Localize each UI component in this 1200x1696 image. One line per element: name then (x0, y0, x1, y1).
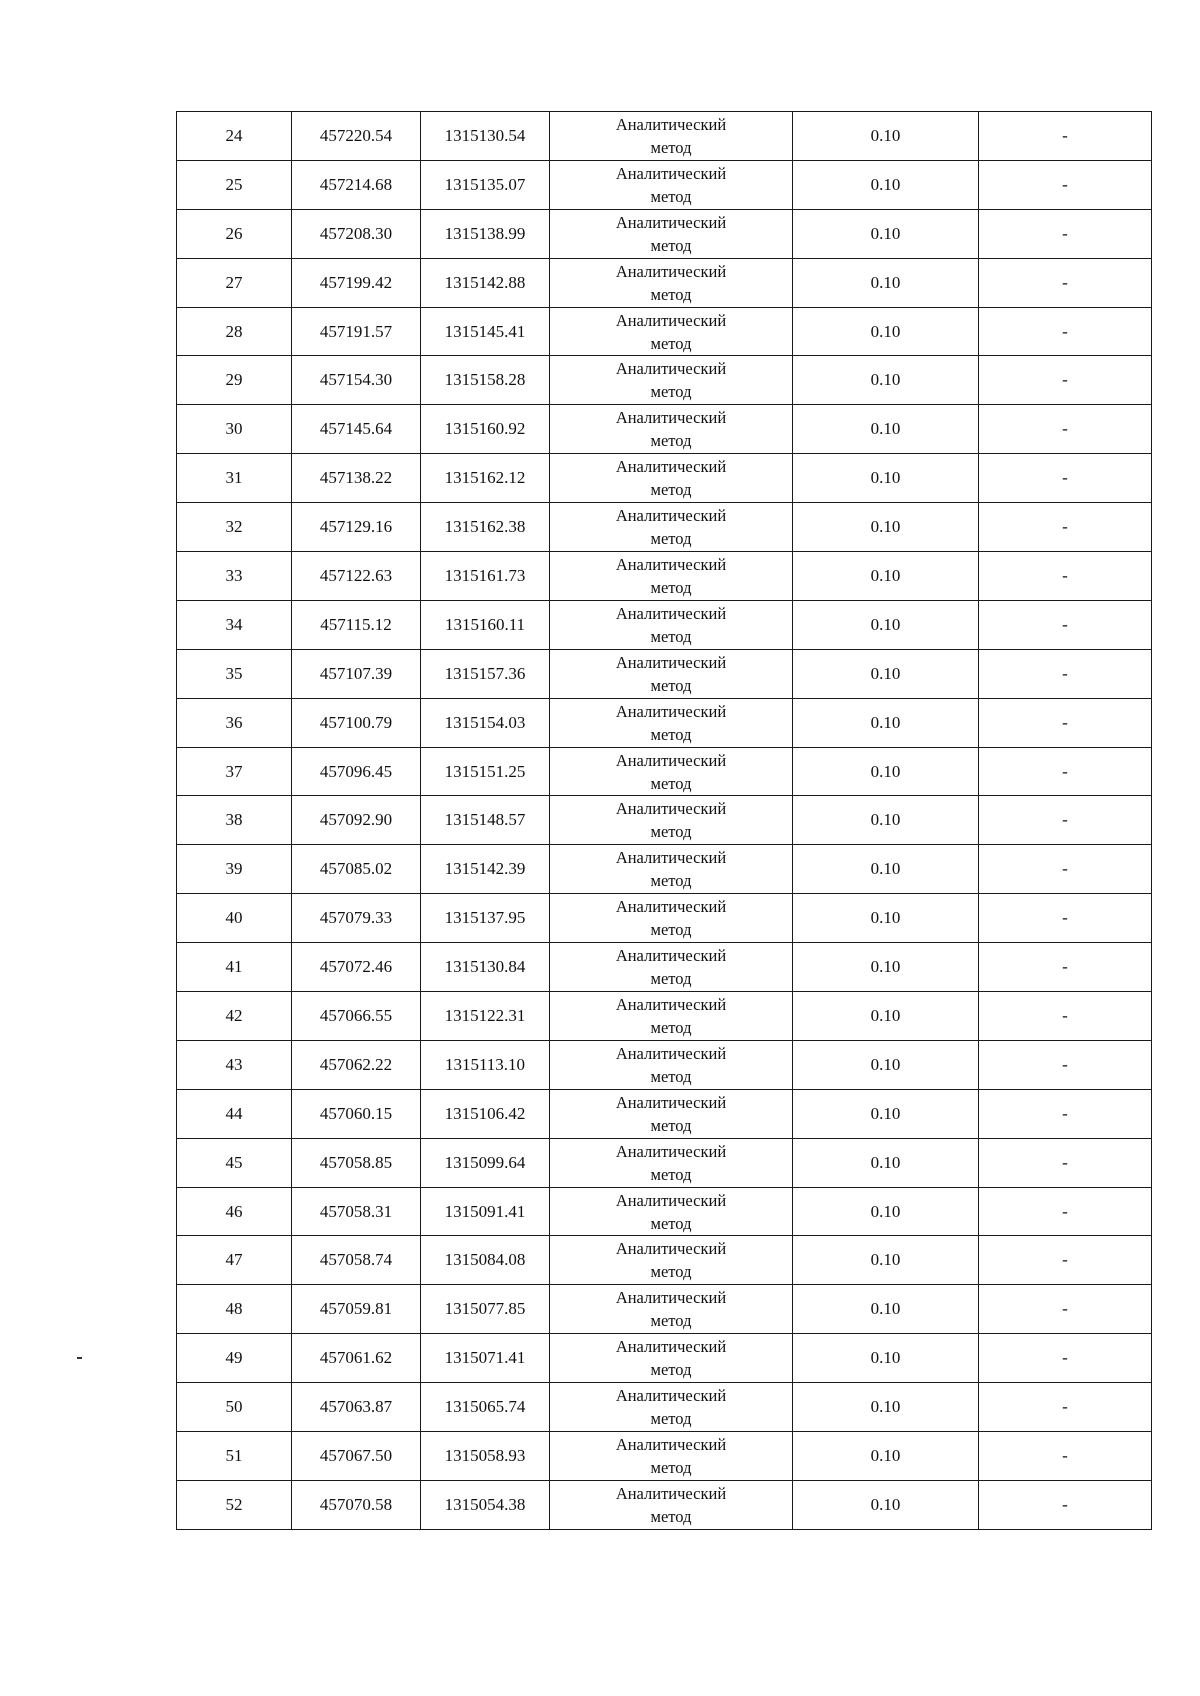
accuracy-cell: 0.10 (793, 552, 979, 601)
coord-x-cell: 457085.02 (292, 845, 421, 894)
note-cell: - (979, 796, 1152, 845)
note-cell: - (979, 894, 1152, 943)
coord-x-cell: 457191.57 (292, 307, 421, 356)
note-cell: - (979, 258, 1152, 307)
method-line-2: метод (650, 1115, 692, 1135)
coord-x-cell: 457138.22 (292, 454, 421, 503)
method-line-2: метод (650, 871, 692, 891)
method-line-2: метод (650, 1017, 692, 1037)
method-line-2: метод (650, 724, 692, 744)
note-cell: - (979, 454, 1152, 503)
table-row (177, 258, 1152, 307)
point-number-cell: 25 (177, 160, 292, 209)
accuracy-cell: 0.10 (793, 209, 979, 258)
coord-x-cell: 457096.45 (292, 747, 421, 796)
point-number-cell: 26 (177, 209, 292, 258)
coord-x-cell: 457092.90 (292, 796, 421, 845)
method-line-2: метод (650, 626, 692, 646)
point-number-cell: 32 (177, 503, 292, 552)
method-line-1: Аналитический (615, 1386, 727, 1406)
accuracy-cell: 0.10 (793, 1285, 979, 1334)
method-line-2: метод (650, 1409, 692, 1429)
method-cell (550, 1285, 793, 1334)
method-cell (550, 112, 793, 161)
coord-x-cell: 457145.64 (292, 405, 421, 454)
table-row (177, 454, 1152, 503)
table-row (177, 1285, 1152, 1334)
coord-x-cell: 457058.74 (292, 1236, 421, 1285)
method-line-2: метод (650, 822, 692, 842)
point-number-cell: 51 (177, 1432, 292, 1481)
accuracy-cell: 0.10 (793, 992, 979, 1041)
method-line-2: метод (650, 431, 692, 451)
point-number-cell: 29 (177, 356, 292, 405)
table-row (177, 1187, 1152, 1236)
note-cell: - (979, 1480, 1152, 1529)
method-line-1: Аналитический (615, 212, 727, 232)
accuracy-cell: 0.10 (793, 503, 979, 552)
point-number-cell: 30 (177, 405, 292, 454)
coord-y-cell: 1315161.73 (421, 552, 550, 601)
coord-y-cell: 1315058.93 (421, 1432, 550, 1481)
table-row (177, 1040, 1152, 1089)
table-row (177, 1480, 1152, 1529)
point-number-cell: 42 (177, 992, 292, 1041)
coord-x-cell: 457115.12 (292, 600, 421, 649)
method-line-1: Аналитический (615, 1043, 727, 1063)
point-number-cell: 34 (177, 600, 292, 649)
method-line-1: Аналитический (615, 408, 727, 428)
coord-y-cell: 1315138.99 (421, 209, 550, 258)
accuracy-cell: 0.10 (793, 600, 979, 649)
coord-x-cell: 457220.54 (292, 112, 421, 161)
method-line-2: метод (650, 382, 692, 402)
table-row (177, 698, 1152, 747)
table-row (177, 503, 1152, 552)
table-row (177, 1236, 1152, 1285)
note-cell: - (979, 698, 1152, 747)
method-line-1: Аналитический (615, 1141, 727, 1161)
table-row (177, 1089, 1152, 1138)
method-line-1: Аналитический (615, 1239, 727, 1259)
method-line-2: метод (650, 1262, 692, 1282)
note-cell: - (979, 845, 1152, 894)
coord-y-cell: 1315137.95 (421, 894, 550, 943)
accuracy-cell: 0.10 (793, 1187, 979, 1236)
coord-y-cell: 1315142.88 (421, 258, 550, 307)
note-cell: - (979, 1089, 1152, 1138)
method-line-1: Аналитический (615, 799, 727, 819)
note-cell: - (979, 112, 1152, 161)
coord-y-cell: 1315154.03 (421, 698, 550, 747)
coord-x-cell: 457067.50 (292, 1432, 421, 1481)
method-line-1: Аналитический (615, 310, 727, 330)
table-row (177, 112, 1152, 161)
method-line-2: метод (650, 529, 692, 549)
method-line-1: Аналитический (615, 1092, 727, 1112)
accuracy-cell: 0.10 (793, 307, 979, 356)
coord-y-cell: 1315122.31 (421, 992, 550, 1041)
note-cell: - (979, 356, 1152, 405)
method-line-2: метод (650, 1506, 692, 1526)
note-cell: - (979, 747, 1152, 796)
coord-x-cell: 457199.42 (292, 258, 421, 307)
table-row (177, 649, 1152, 698)
accuracy-cell: 0.10 (793, 1138, 979, 1187)
note-cell: - (979, 405, 1152, 454)
point-number-cell: 39 (177, 845, 292, 894)
coord-x-cell: 457058.85 (292, 1138, 421, 1187)
method-line-1: Аналитический (615, 750, 727, 770)
coord-y-cell: 1315158.28 (421, 356, 550, 405)
method-line-1: Аналитический (615, 554, 727, 574)
note-cell: - (979, 943, 1152, 992)
accuracy-cell: 0.10 (793, 1334, 979, 1383)
accuracy-cell: 0.10 (793, 649, 979, 698)
method-line-2: метод (650, 577, 692, 597)
accuracy-cell: 0.10 (793, 698, 979, 747)
method-line-2: метод (650, 969, 692, 989)
method-line-1: Аналитический (615, 1483, 727, 1503)
accuracy-cell: 0.10 (793, 747, 979, 796)
method-cell (550, 552, 793, 601)
note-cell: - (979, 1040, 1152, 1089)
coord-y-cell: 1315099.64 (421, 1138, 550, 1187)
coord-y-cell: 1315091.41 (421, 1187, 550, 1236)
table-row (177, 209, 1152, 258)
note-cell: - (979, 1432, 1152, 1481)
point-number-cell: 52 (177, 1480, 292, 1529)
method-cell (550, 1383, 793, 1432)
point-number-cell: 46 (177, 1187, 292, 1236)
method-line-1: Аналитический (615, 848, 727, 868)
table-row (177, 845, 1152, 894)
point-number-cell: 40 (177, 894, 292, 943)
accuracy-cell: 0.10 (793, 405, 979, 454)
method-line-1: Аналитический (615, 261, 727, 281)
point-number-cell: 48 (177, 1285, 292, 1334)
table-row (177, 356, 1152, 405)
coord-x-cell: 457062.22 (292, 1040, 421, 1089)
method-line-2: метод (650, 675, 692, 695)
point-number-cell: 36 (177, 698, 292, 747)
coord-y-cell: 1315157.36 (421, 649, 550, 698)
note-cell: - (979, 649, 1152, 698)
method-line-2: метод (650, 1066, 692, 1086)
note-cell: - (979, 1383, 1152, 1432)
coord-x-cell: 457059.81 (292, 1285, 421, 1334)
table-row (177, 160, 1152, 209)
coord-y-cell: 1315106.42 (421, 1089, 550, 1138)
coord-x-cell: 457066.55 (292, 992, 421, 1041)
coordinates-table-body (177, 112, 1152, 1530)
note-cell: - (979, 1285, 1152, 1334)
method-line-2: метод (650, 1360, 692, 1380)
method-line-1: Аналитический (615, 163, 727, 183)
note-cell: - (979, 1187, 1152, 1236)
accuracy-cell: 0.10 (793, 160, 979, 209)
point-number-cell: 31 (177, 454, 292, 503)
method-cell (550, 649, 793, 698)
coordinates-table (176, 111, 1152, 1530)
accuracy-cell: 0.10 (793, 356, 979, 405)
coord-x-cell: 457063.87 (292, 1383, 421, 1432)
coord-y-cell: 1315142.39 (421, 845, 550, 894)
accuracy-cell: 0.10 (793, 1040, 979, 1089)
coord-y-cell: 1315130.54 (421, 112, 550, 161)
table-row (177, 1383, 1152, 1432)
coord-y-cell: 1315113.10 (421, 1040, 550, 1089)
method-line-2: метод (650, 1164, 692, 1184)
table-row (177, 894, 1152, 943)
method-cell (550, 845, 793, 894)
note-cell: - (979, 600, 1152, 649)
coord-x-cell: 457072.46 (292, 943, 421, 992)
point-number-cell: 28 (177, 307, 292, 356)
point-number-cell: 24 (177, 112, 292, 161)
point-number-cell: 44 (177, 1089, 292, 1138)
scan-speck (77, 1357, 82, 1359)
coord-y-cell: 1315071.41 (421, 1334, 550, 1383)
method-cell (550, 307, 793, 356)
table-row (177, 405, 1152, 454)
coord-x-cell: 457100.79 (292, 698, 421, 747)
coord-y-cell: 1315130.84 (421, 943, 550, 992)
method-cell (550, 405, 793, 454)
method-line-1: Аналитический (615, 1337, 727, 1357)
accuracy-cell: 0.10 (793, 1236, 979, 1285)
method-line-2: метод (650, 186, 692, 206)
note-cell: - (979, 160, 1152, 209)
method-cell (550, 503, 793, 552)
method-line-1: Аналитический (615, 946, 727, 966)
point-number-cell: 50 (177, 1383, 292, 1432)
method-cell (550, 600, 793, 649)
note-cell: - (979, 307, 1152, 356)
method-line-2: метод (650, 773, 692, 793)
method-cell (550, 454, 793, 503)
method-line-1: Аналитический (615, 652, 727, 672)
method-line-1: Аналитический (615, 1288, 727, 1308)
point-number-cell: 41 (177, 943, 292, 992)
method-line-2: метод (650, 137, 692, 157)
table-row (177, 796, 1152, 845)
accuracy-cell: 0.10 (793, 845, 979, 894)
coord-x-cell: 457214.68 (292, 160, 421, 209)
coord-y-cell: 1315065.74 (421, 1383, 550, 1432)
table-row (177, 747, 1152, 796)
accuracy-cell: 0.10 (793, 1432, 979, 1481)
coord-x-cell: 457079.33 (292, 894, 421, 943)
method-line-1: Аналитический (615, 1190, 727, 1210)
method-cell (550, 698, 793, 747)
point-number-cell: 43 (177, 1040, 292, 1089)
accuracy-cell: 0.10 (793, 943, 979, 992)
method-line-1: Аналитический (615, 359, 727, 379)
method-line-1: Аналитический (615, 603, 727, 623)
method-cell (550, 209, 793, 258)
table-row (177, 992, 1152, 1041)
coord-x-cell: 457107.39 (292, 649, 421, 698)
method-cell (550, 1236, 793, 1285)
coord-y-cell: 1315160.11 (421, 600, 550, 649)
coord-y-cell: 1315054.38 (421, 1480, 550, 1529)
point-number-cell: 37 (177, 747, 292, 796)
coord-x-cell: 457129.16 (292, 503, 421, 552)
method-cell (550, 943, 793, 992)
method-line-1: Аналитический (615, 701, 727, 721)
method-line-2: метод (650, 1213, 692, 1233)
method-cell (550, 1334, 793, 1383)
point-number-cell: 47 (177, 1236, 292, 1285)
method-cell (550, 1480, 793, 1529)
coord-y-cell: 1315162.38 (421, 503, 550, 552)
accuracy-cell: 0.10 (793, 258, 979, 307)
coord-x-cell: 457208.30 (292, 209, 421, 258)
method-cell (550, 1187, 793, 1236)
method-cell (550, 1138, 793, 1187)
method-cell (550, 894, 793, 943)
method-line-2: метод (650, 920, 692, 940)
coord-y-cell: 1315148.57 (421, 796, 550, 845)
method-line-1: Аналитический (615, 897, 727, 917)
table-row (177, 1334, 1152, 1383)
note-cell: - (979, 992, 1152, 1041)
note-cell: - (979, 503, 1152, 552)
point-number-cell: 33 (177, 552, 292, 601)
coord-y-cell: 1315084.08 (421, 1236, 550, 1285)
method-cell (550, 796, 793, 845)
method-line-2: метод (650, 333, 692, 353)
method-cell (550, 1040, 793, 1089)
coord-y-cell: 1315162.12 (421, 454, 550, 503)
method-line-2: метод (650, 235, 692, 255)
coord-x-cell: 457154.30 (292, 356, 421, 405)
accuracy-cell: 0.10 (793, 796, 979, 845)
accuracy-cell: 0.10 (793, 1480, 979, 1529)
method-line-2: метод (650, 480, 692, 500)
method-cell (550, 747, 793, 796)
coord-y-cell: 1315145.41 (421, 307, 550, 356)
method-line-1: Аналитический (615, 457, 727, 477)
point-number-cell: 45 (177, 1138, 292, 1187)
note-cell: - (979, 1236, 1152, 1285)
coord-y-cell: 1315151.25 (421, 747, 550, 796)
coord-x-cell: 457070.58 (292, 1480, 421, 1529)
coord-x-cell: 457058.31 (292, 1187, 421, 1236)
method-line-2: метод (650, 1311, 692, 1331)
method-line-1: Аналитический (615, 506, 727, 526)
accuracy-cell: 0.10 (793, 894, 979, 943)
method-line-1: Аналитический (615, 114, 727, 134)
method-line-1: Аналитический (615, 994, 727, 1014)
table-row (177, 943, 1152, 992)
coord-y-cell: 1315160.92 (421, 405, 550, 454)
table-row (177, 552, 1152, 601)
method-line-1: Аналитический (615, 1434, 727, 1454)
point-number-cell: 27 (177, 258, 292, 307)
point-number-cell: 49 (177, 1334, 292, 1383)
note-cell: - (979, 552, 1152, 601)
note-cell: - (979, 209, 1152, 258)
point-number-cell: 38 (177, 796, 292, 845)
table-row (177, 600, 1152, 649)
coord-x-cell: 457061.62 (292, 1334, 421, 1383)
method-cell (550, 356, 793, 405)
method-cell (550, 160, 793, 209)
method-cell (550, 258, 793, 307)
accuracy-cell: 0.10 (793, 1383, 979, 1432)
table-row (177, 1138, 1152, 1187)
method-cell (550, 1432, 793, 1481)
method-cell (550, 992, 793, 1041)
accuracy-cell: 0.10 (793, 1089, 979, 1138)
note-cell: - (979, 1334, 1152, 1383)
method-line-2: метод (650, 284, 692, 304)
coord-x-cell: 457060.15 (292, 1089, 421, 1138)
point-number-cell: 35 (177, 649, 292, 698)
table-row (177, 1432, 1152, 1481)
note-cell: - (979, 1138, 1152, 1187)
method-cell (550, 1089, 793, 1138)
table-row (177, 307, 1152, 356)
coord-y-cell: 1315077.85 (421, 1285, 550, 1334)
accuracy-cell: 0.10 (793, 454, 979, 503)
coord-x-cell: 457122.63 (292, 552, 421, 601)
accuracy-cell: 0.10 (793, 112, 979, 161)
coord-y-cell: 1315135.07 (421, 160, 550, 209)
method-line-2: метод (650, 1457, 692, 1477)
